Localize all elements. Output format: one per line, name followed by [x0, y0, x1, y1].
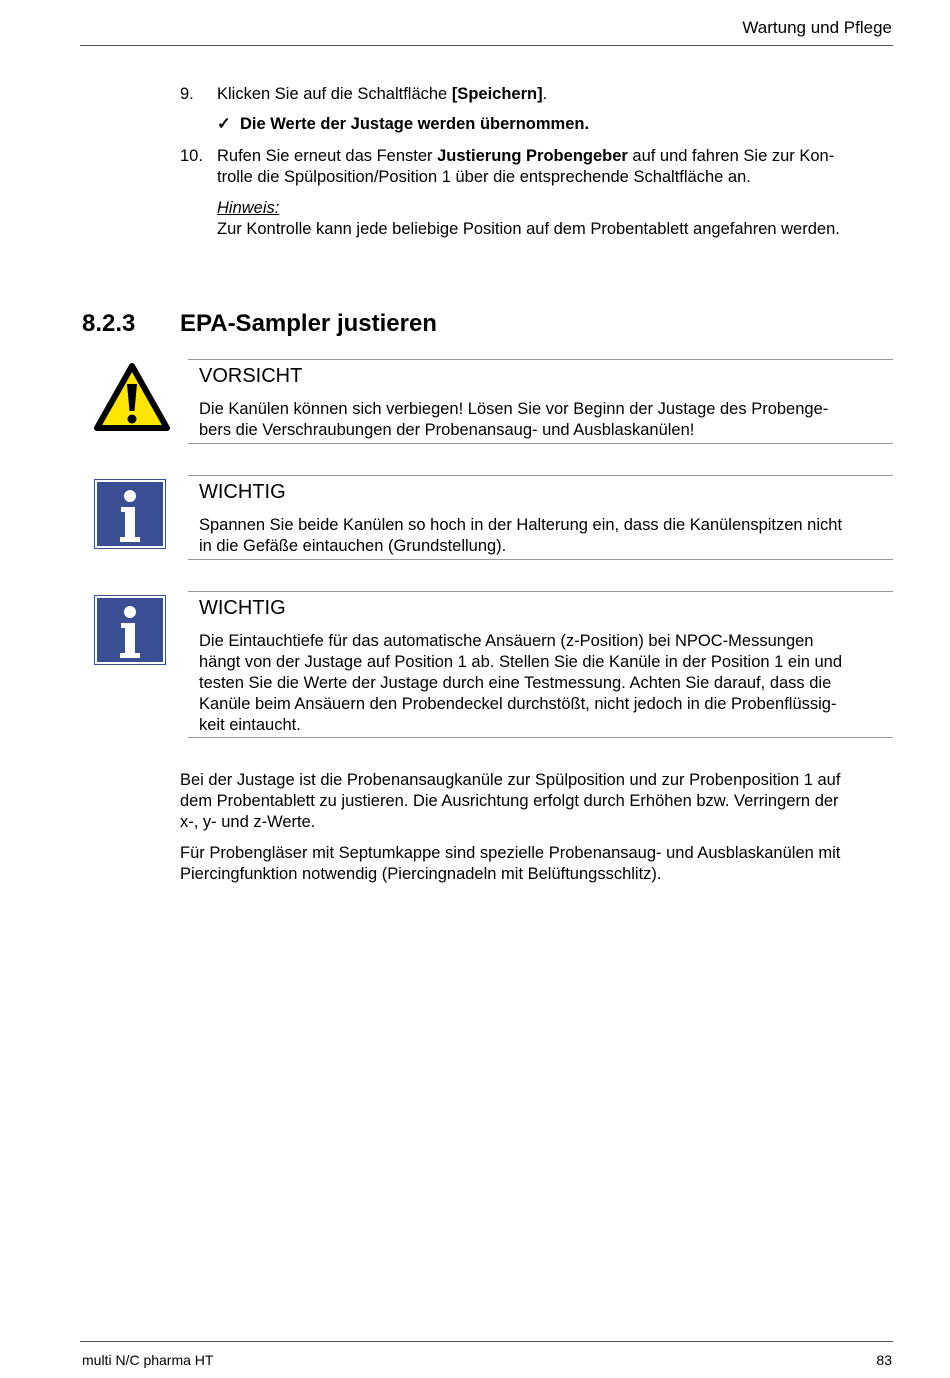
step-9-text — [217, 84, 877, 105]
paragraph-line: dem Probentablett zu justieren. Die Ausrichtung erfolgt durch Erhöhen bzw. Verringern der — [180, 792, 839, 810]
page-number: 83 — [876, 1352, 892, 1368]
section-title: EPA-Sampler justieren — [180, 310, 437, 337]
notice-line: keit eintaucht. — [199, 716, 301, 734]
notice-line: Spannen Sie beide Kanülen so hoch in der Halterung ein, dass die Kanülenspitzen nicht — [199, 516, 843, 534]
result-line — [217, 114, 589, 134]
paragraph-line: Piercingfunktion notwendig (Piercingnadeln mit Belüftungsschlitz). — [180, 865, 662, 883]
notice-line: bers die Verschraubungen der Probenansaug- und Ausblaskanülen! — [199, 421, 695, 439]
step-10-line-1 — [217, 146, 877, 167]
info-icon — [94, 595, 166, 670]
result-text: Die Werte der Justage werden übernommen. — [240, 115, 590, 133]
step-10-text — [217, 146, 877, 188]
notice-line: Die Eintauchtiefe für das automatische Ansäuern (z-Position) bei NPOC-Messungen — [199, 632, 814, 650]
notice-line: Kanüle beim Ansäuern den Probendeckel durchstößt, nicht jedoch in die Probenflüssig- — [199, 695, 837, 713]
paragraph-line: Bei der Justage ist die Probenansaugkanüle zur Spülposition und zur Probenposition 1 auf — [180, 771, 841, 789]
body-paragraph-2 — [180, 843, 885, 885]
step-number-10: 10. — [180, 147, 203, 165]
header-rule — [80, 45, 893, 46]
notice-bottom-rule — [188, 443, 893, 444]
paragraph-line: x-, y- und z-Werte. — [180, 813, 316, 831]
step-10-line-1-pre: Rufen Sie erneut das Fenster — [217, 147, 438, 165]
footer-rule — [80, 1341, 893, 1342]
paragraph-line: Für Probengläser mit Septumkappe sind spezielle Probenansaug- und Ausblaskanülen mit — [180, 844, 841, 862]
notice-line: hängt von der Justage auf Position 1 ab. Stellen Sie die Kanüle in der Position 1 ein und — [199, 653, 843, 671]
notice-title-wichtig: WICHTIG — [199, 481, 286, 503]
hint-label: Hinweis: — [217, 199, 280, 217]
notice-top-rule — [188, 359, 893, 360]
notice-line: testen Sie die Werte der Justage durch eine Testmessung. Achten Sie darauf, dass die — [199, 674, 832, 692]
step-number-9: 9. — [180, 85, 194, 103]
notice-text-wichtig-2 — [199, 631, 879, 736]
notice-title-vorsicht: VORSICHT — [199, 365, 303, 387]
notice-bottom-rule — [188, 559, 893, 560]
step-9-button-ref: [Speichern] — [451, 85, 543, 103]
notice-title-wichtig: WICHTIG — [199, 597, 286, 619]
warning-triangle-icon — [94, 362, 170, 437]
step-9-text-post: . — [542, 85, 548, 103]
step-10-window-ref: Justierung Probengeber — [437, 147, 628, 165]
checkmark-icon: ✓ — [217, 115, 231, 133]
hint-text: Zur Kontrolle kann jede beliebige Position auf dem Probentablett angefahren werden. — [217, 220, 840, 238]
notice-line: Die Kanülen können sich verbiegen! Lösen Sie vor Beginn der Justage des Probenge- — [199, 400, 829, 418]
step-10-line-2: trolle die Spülposition/Position 1 über die entsprechende Schaltfläche an. — [217, 168, 751, 186]
step-9-text-pre: Klicken Sie auf die Schaltfläche — [217, 85, 452, 103]
body-paragraph-1 — [180, 770, 885, 833]
notice-line: in die Gefäße eintauchen (Grundstellung). — [199, 537, 507, 555]
notice-text-wichtig-1 — [199, 515, 879, 557]
footer-product-name: multi N/C pharma HT — [82, 1352, 214, 1368]
notice-text-vorsicht — [199, 399, 879, 441]
notice-top-rule — [188, 591, 893, 592]
hint-block — [217, 198, 877, 240]
info-icon — [94, 479, 166, 554]
notice-bottom-rule — [188, 737, 893, 738]
step-10-line-1-post: auf und fahren Sie zur Kon- — [627, 147, 835, 165]
notice-top-rule — [188, 475, 893, 476]
section-number: 8.2.3 — [82, 310, 136, 337]
running-header: Wartung und Pflege — [742, 18, 892, 37]
